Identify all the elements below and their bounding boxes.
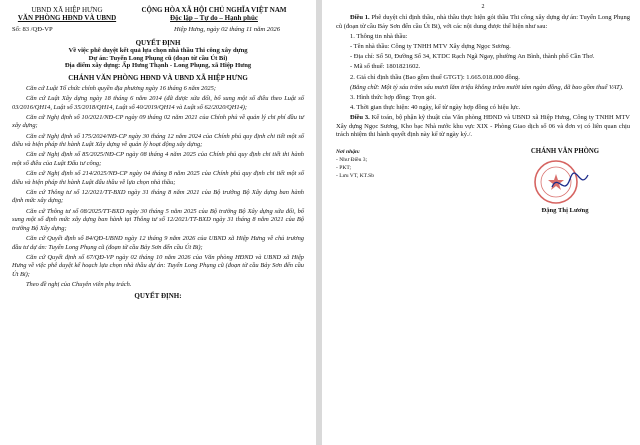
subject-line-1: Về việc phê duyệt kết quả lựa chọn nhà thầu Thi công xây dựng (68, 47, 248, 54)
nation-name: CỘNG HÒA XÃ HỘI CHỦ NGHĨA VIỆT NAM (141, 6, 287, 14)
article-item: 2. Giá chỉ định thầu (Bao gồm thuế GTGT): 1.665.018.000 đồng. (350, 73, 520, 81)
article-item: - Mã số thuế: 1801821602. (350, 63, 421, 71)
recipient-item: - Như Điều 3; (336, 157, 368, 164)
national-motto: Độc lập – Tự do – Hạnh phúc (170, 14, 258, 22)
stamp-and-signature (500, 155, 630, 207)
document-page-2 (322, 0, 640, 445)
legal-basis: Căn cứ Nghị định số 10/2021/NĐ-CP ngày 09 tháng 02 năm 2021 của Chính phủ về quản lý chi phí đầu tư xây dựng; (12, 113, 304, 130)
doc-number: Số: 83 /QĐ-VP (12, 26, 53, 33)
legal-basis: Căn cứ Nghị định số 85/2025/NĐ-CP ngày 08 tháng 4 năm 2025 của Chính phủ quy định chi tiết thi hành một số điều của Luật Đấu tư công; (12, 151, 304, 167)
issuer-heading: CHÁNH VĂN PHÒNG HĐND VÀ UBND XÃ HIỆP HƯNG (68, 73, 248, 82)
article-1-text: Phê duyệt chỉ định thầu, nhà thầu thực hiện gói thầu Thi công xây dựng dự án: Tuyến Long Phụng cũ (đoạn từ cầu Bảy Sơn đến cầu Út Bi), với các nội dung được thể hiện như sau: (336, 14, 630, 30)
legal-basis: Căn cứ Nghị định số 214/2025/NĐ-CP ngày 04 tháng 8 năm 2025 của Chính phủ quy định chi tiết một số điều và biện pháp thi hành Luật đấu thầu về lựa chọn nhà thầu; (12, 170, 304, 186)
article-item: - Địa chỉ: Số 50, Đường Số 34, KTDC Rạch Ngã Ngay, phường An Bình, thành phố Cần Thơ. (350, 53, 595, 61)
article-1-label: Điều 1. (350, 14, 370, 21)
recipients-title: Nơi nhận: (336, 149, 360, 156)
subject-line-2: Dự án: Tuyến Long Phụng cũ (đoạn từ cầu Út Bi) (88, 54, 228, 62)
article-1 (336, 14, 630, 31)
recipient-item: - Lưu VT, KT.Sb (336, 173, 374, 180)
signer-office: CHÁNH VĂN PHÒNG (530, 148, 600, 156)
article-3 (336, 114, 630, 140)
legal-basis: Theo đề nghị của Chuyên viên phụ trách. (26, 281, 132, 289)
agency-name: UBND XÃ HIỆP HƯNG (31, 6, 103, 14)
decide-heading: QUYẾT ĐỊNH: (134, 291, 182, 300)
issuing-agency (12, 6, 122, 22)
article-3-text: Kế toán, bộ phận kỹ thuật của Văn phòng HĐND và UBND xã Hiệp Hưng, Công ty TNHH MTV Xây dựng Ngọc Sương, Kho bạc Nhà nước khu vực XIX - Phòng Giao dịch số 06 và đơn vị có liên quan chịu trách nhiệm thi hành quyết định này kể từ ngày ký./. (336, 114, 630, 139)
signer-name: Đặng Thị Lương (541, 207, 589, 215)
office-name: VĂN PHÒNG HĐND VÀ UBND (17, 14, 117, 22)
doc-date: Hiệp Hưng, ngày 02 tháng 11 năm 2026 (173, 26, 280, 33)
document-page-1 (0, 0, 316, 445)
official-seal-icon (534, 157, 594, 207)
recipients (336, 148, 374, 214)
national-heading (124, 6, 304, 22)
legal-basis: Căn cứ Thông tư số 08/2025/TT-BXD ngày 30 tháng 5 năm 2025 của Bộ trưởng Bộ Xây dựng sửa đổi, bổ sung một số định mức xây dựng ban hành tại Thông tư số 12/2021/TT-BXD ngày 31 tháng 8 năm 2021 của Bộ trưởng Bộ Xây dựng; (12, 207, 304, 232)
legal-basis: Căn cứ Luật Xây dựng ngày 18 tháng 6 năm 2014 (đã được sửa đổi, bổ sung một số điều theo Luật số 03/2016/QH14, Luật số 35/2018/QH14, Luật số 40/2019/QH14 và Luật số 62/2020/QH14); (12, 94, 304, 111)
page-number: 2 (481, 4, 485, 10)
recipient-item: - PKT; (336, 165, 352, 172)
signature-block (336, 148, 630, 214)
article-item: 3. Hình thức hợp đồng: Trọn gói. (350, 93, 437, 101)
article-item: - Tên nhà thầu: Công ty TNHH MTV Xây dựng Ngọc Sương. (350, 42, 511, 50)
doc-meta (12, 26, 304, 33)
legal-basis: Căn cứ Quyết định số 67/QĐ-VP ngày 02 tháng 10 năm 2026 của Văn phòng HĐND và UBND xã Hiệp Hưng về việc phê duyệt kế hoạch lựa chọn nhà thầu dự án: Tuyến Long Phụng cũ (đoạn từ cầu Bảy Sơn đến cầu Út Bi); (12, 253, 304, 278)
amount-in-words: (Bằng chữ: Một tỷ sáu trăm sáu mươi lăm triệu không trăm mười tám ngàn đồng, đã bao gồm thuế VAT). (350, 83, 624, 91)
legal-basis: Căn cứ Nghị định số 175/2024/NĐ-CP ngày 30 tháng 12 năm 2024 của Chính phủ quy định chi tiết một số điều và biện pháp thi hành Luật Xây dựng về quản lý hoạt động xây dựng; (12, 132, 304, 149)
article-item: 4. Thời gian thực hiện: 40 ngày, kể từ ngày hợp đồng có hiệu lực. (350, 104, 521, 112)
article-3-label: Điều 3. (350, 114, 370, 122)
legal-basis: Căn cứ Thông tư số 12/2021/TT-BXD ngày 31 tháng 8 năm 2021 của Bộ trưởng Bộ Xây dựng ban hành định mức xây dựng; (12, 188, 304, 205)
header-block (12, 6, 304, 22)
doc-title: QUYẾT ĐỊNH (135, 39, 181, 47)
article-item: 1. Thông tin nhà thầu: (350, 32, 408, 40)
legal-basis: Căn cứ Luật Tổ chức chính quyền địa phương ngày 16 tháng 6 năm 2025; (26, 84, 216, 92)
signer (500, 148, 630, 214)
subject-line-3: Địa điểm xây dựng: Ấp Hưng Thạnh - Long Phụng, xã Hiệp Hưng (64, 62, 252, 70)
legal-basis: Căn cứ Quyết định số 84/QĐ-UBND ngày 12 tháng 9 năm 2026 của UBND xã Hiệp Hưng về chủ trương đầu tư dự án: Tuyến Long Phụng cũ (đoạn từ cầu Bảy Sơn đến cầu Út Bi); (12, 235, 304, 251)
